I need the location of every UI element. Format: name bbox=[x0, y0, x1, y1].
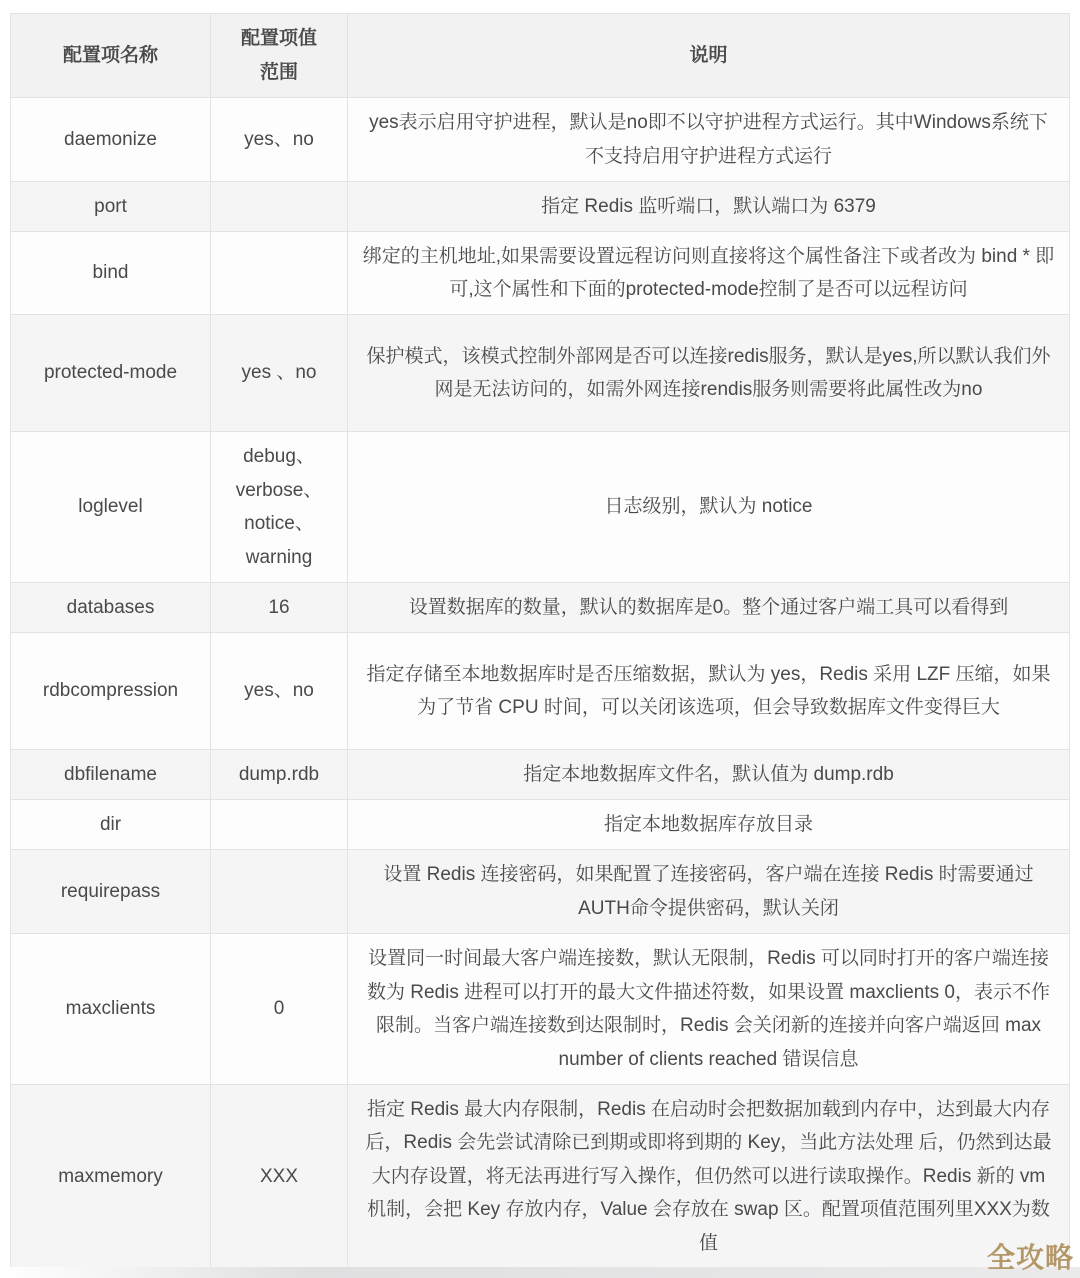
config-name-cell: bind bbox=[11, 232, 211, 315]
config-name-cell: rdbcompression bbox=[11, 633, 211, 750]
config-range-cell: 0 bbox=[211, 934, 348, 1085]
config-desc-cell: 指定本地数据库文件名，默认值为 dump.rdb bbox=[348, 750, 1070, 800]
config-name-cell: loglevel bbox=[11, 432, 211, 583]
table-row bbox=[11, 633, 1070, 750]
config-desc-cell: 指定 Redis 最大内存限制，Redis 在启动时会把数据加载到内存中，达到最大内存后，Redis 会先尝试清除已到期或即将到期的 Key，当此方法处理 后，仍然到达最大内存设置，将无法再进行写入操作，但仍然可以进行读取操作。Redis 新的 vm 机制，会把 Key 存放内存，Value 会存放在 swap 区。配置项值范围列里XXX为数值 bbox=[348, 1085, 1070, 1269]
table-row bbox=[11, 1085, 1070, 1269]
table-row bbox=[11, 750, 1070, 800]
config-range-cell: debug、verbose、notice、warning bbox=[211, 432, 348, 583]
table-row bbox=[11, 800, 1070, 850]
config-desc-cell: 设置数据库的数量，默认的数据库是0。整个通过客户端工具可以看得到 bbox=[348, 583, 1070, 633]
table-row bbox=[11, 232, 1070, 315]
config-desc-cell: 设置 Redis 连接密码，如果配置了连接密码，客户端在连接 Redis 时需要通过 AUTH命令提供密码，默认关闭 bbox=[348, 850, 1070, 934]
config-table-body bbox=[11, 98, 1070, 1269]
header-row bbox=[11, 14, 1070, 98]
config-name-cell: dir bbox=[11, 800, 211, 850]
config-range-cell: XXX bbox=[211, 1085, 348, 1269]
config-desc-cell: 绑定的主机地址,如果需要设置远程访问则直接将这个属性备注下或者改为 bind * 即可,这个属性和下面的protected-mode控制了是否可以远程访问 bbox=[348, 232, 1070, 315]
config-desc-cell: 指定 Redis 监听端口，默认端口为 6379 bbox=[348, 182, 1070, 232]
config-name-cell: protected-mode bbox=[11, 315, 211, 432]
table-row bbox=[11, 98, 1070, 182]
header-config-name: 配置项名称 bbox=[11, 14, 211, 98]
config-desc-cell: 指定存储至本地数据库时是否压缩数据，默认为 yes，Redis 采用 LZF 压缩，如果为了节省 CPU 时间，可以关闭该选项，但会导致数据库文件变得巨大 bbox=[348, 633, 1070, 750]
redis-config-table bbox=[10, 13, 1070, 1269]
header-config-range: 配置项值范围 bbox=[211, 14, 348, 98]
config-name-cell: requirepass bbox=[11, 850, 211, 934]
config-range-cell: yes、no bbox=[211, 633, 348, 750]
config-desc-cell: 指定本地数据库存放目录 bbox=[348, 800, 1070, 850]
table-row bbox=[11, 934, 1070, 1085]
config-name-cell: dbfilename bbox=[11, 750, 211, 800]
config-range-cell: yes 、no bbox=[211, 315, 348, 432]
config-desc-cell: 保护模式，该模式控制外部网是否可以连接redis服务，默认是yes,所以默认我们外网是无法访问的，如需外网连接rendis服务则需要将此属性改为no bbox=[348, 315, 1070, 432]
watermark-text: 全攻略 bbox=[986, 1242, 1074, 1273]
config-range-cell: dump.rdb bbox=[211, 750, 348, 800]
config-range-cell bbox=[211, 232, 348, 315]
config-desc-cell: 日志级别，默认为 notice bbox=[348, 432, 1070, 583]
page-bottom-strip bbox=[0, 1267, 1080, 1278]
config-range-cell: 16 bbox=[211, 583, 348, 633]
config-range-cell: yes、no bbox=[211, 98, 348, 182]
table-row bbox=[11, 850, 1070, 934]
config-name-cell: databases bbox=[11, 583, 211, 633]
config-range-cell bbox=[211, 800, 348, 850]
table-row bbox=[11, 583, 1070, 633]
config-desc-cell: 设置同一时间最大客户端连接数，默认无限制，Redis 可以同时打开的客户端连接数为 Redis 进程可以打开的最大文件描述符数，如果设置 maxclients 0，表示不作限制。当客户端连接数到达限制时，Redis 会关闭新的连接并向客户端返回 max number of clients reached 错误信息 bbox=[348, 934, 1070, 1085]
table-row bbox=[11, 432, 1070, 583]
table-row bbox=[11, 182, 1070, 232]
config-range-cell bbox=[211, 850, 348, 934]
config-name-cell: port bbox=[11, 182, 211, 232]
table-row bbox=[11, 315, 1070, 432]
header-description: 说明 bbox=[348, 14, 1070, 98]
config-range-cell bbox=[211, 182, 348, 232]
config-name-cell: maxmemory bbox=[11, 1085, 211, 1269]
config-name-cell: daemonize bbox=[11, 98, 211, 182]
config-name-cell: maxclients bbox=[11, 934, 211, 1085]
config-desc-cell: yes表示启用守护进程，默认是no即不以守护进程方式运行。其中Windows系统下不支持启用守护进程方式运行 bbox=[348, 98, 1070, 182]
